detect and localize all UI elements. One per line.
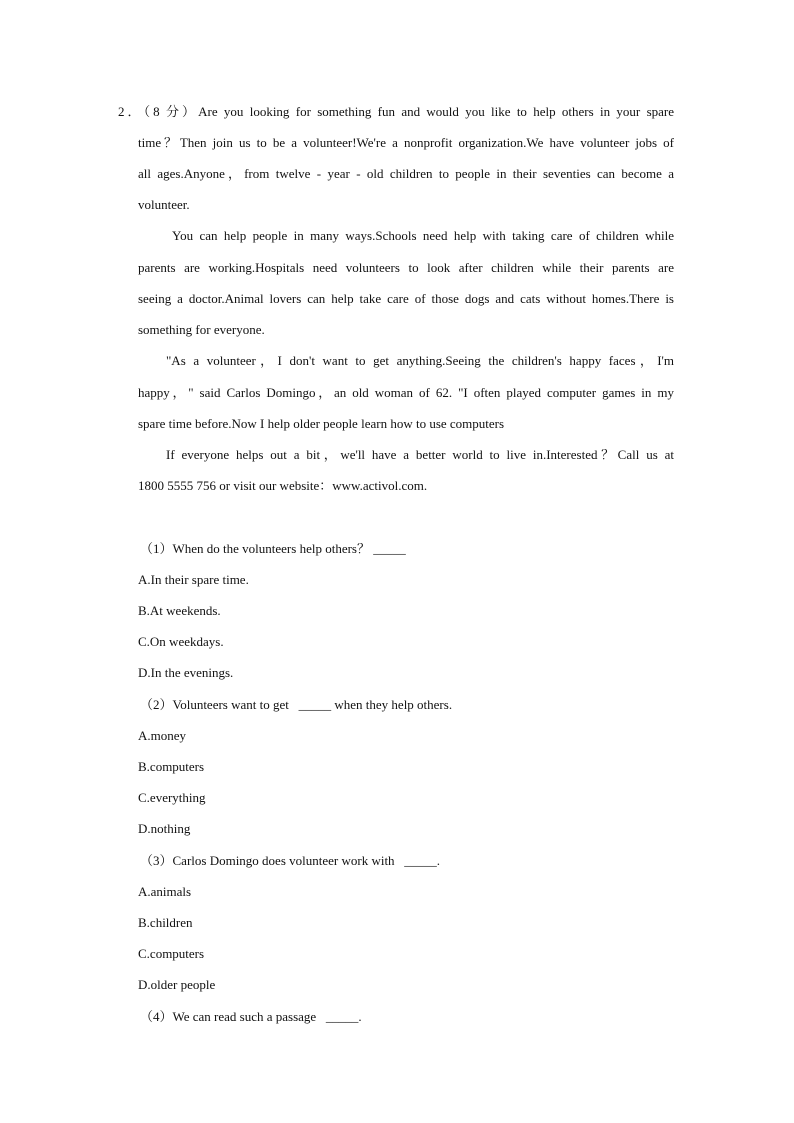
- subquestion-2-option-d: D.nothing: [138, 821, 191, 836]
- paragraph-2-line-3: seeing a doctor.Animal lovers can help take care of those dogs and cats without homes.There is: [138, 291, 674, 306]
- subquestion-3-stem: （3）Carlos Domingo does volunteer work with _____.: [140, 853, 441, 868]
- paragraph-4-line-1: If everyone helps out a bit，we'll have a better world to live in.Interested？Call us at: [166, 447, 674, 462]
- subquestion-1-option-a: A.In their spare time.: [138, 572, 249, 587]
- subquestion-1-option-b: B.At weekends.: [138, 603, 221, 618]
- subquestion-1-option-d: D.In the evenings.: [138, 665, 234, 680]
- paragraph-4-line-2: 1800 5555 756 or visit our website：www.activol.com.: [138, 478, 428, 493]
- subquestion-3-option-b: B.children: [138, 915, 193, 930]
- paragraph-2-line-2: parents are working.Hospitals need volunteers to look after children while their parents are: [138, 260, 674, 275]
- subquestion-2-option-a: A.money: [138, 728, 187, 743]
- subquestion-2-option-c: C.everything: [138, 790, 206, 805]
- subquestion-1-stem: （1）When do the volunteers help others？ _____: [140, 541, 406, 556]
- subquestion-1-option-c: C.On weekdays.: [138, 634, 224, 649]
- subquestion-4-stem: （4）We can read such a passage _____.: [140, 1009, 362, 1024]
- paragraph-1-line-3: all ages.Anyone，from twelve - year - old children to people in their seventies can become a: [138, 166, 674, 181]
- subquestion-3-option-d: D.older people: [138, 977, 216, 992]
- subquestion-3-option-c: C.computers: [138, 946, 205, 961]
- subquestion-2-option-b: B.computers: [138, 759, 205, 774]
- paragraph-3-line-1: "As a volunteer，I don't want to get anything.Seeing the children's happy faces，I'm: [166, 353, 674, 368]
- subquestion-2-stem: （2）Volunteers want to get _____ when they help others.: [140, 697, 453, 712]
- subquestion-3-option-a: A.animals: [138, 884, 192, 899]
- paragraph-1-line-2: time？Then join us to be a volunteer!We're a nonprofit organization.We have volunteer jobs of: [138, 135, 674, 150]
- paragraph-3-line-3: spare time before.Now I help older people learn how to use computers: [138, 416, 505, 431]
- paragraph-2-line-1: You can help people in many ways.Schools need help with taking care of children while: [172, 228, 674, 243]
- paragraph-1-line-4: volunteer.: [138, 197, 190, 212]
- paragraph-2-line-4: something for everyone.: [138, 322, 265, 337]
- question-header: 2．（8 分）Are you looking for something fun and would you like to help others in your spare: [118, 104, 674, 119]
- paragraph-3-line-2: happy，" said Carlos Domingo，an old woman of 62. "I often played computer games in my: [138, 385, 674, 400]
